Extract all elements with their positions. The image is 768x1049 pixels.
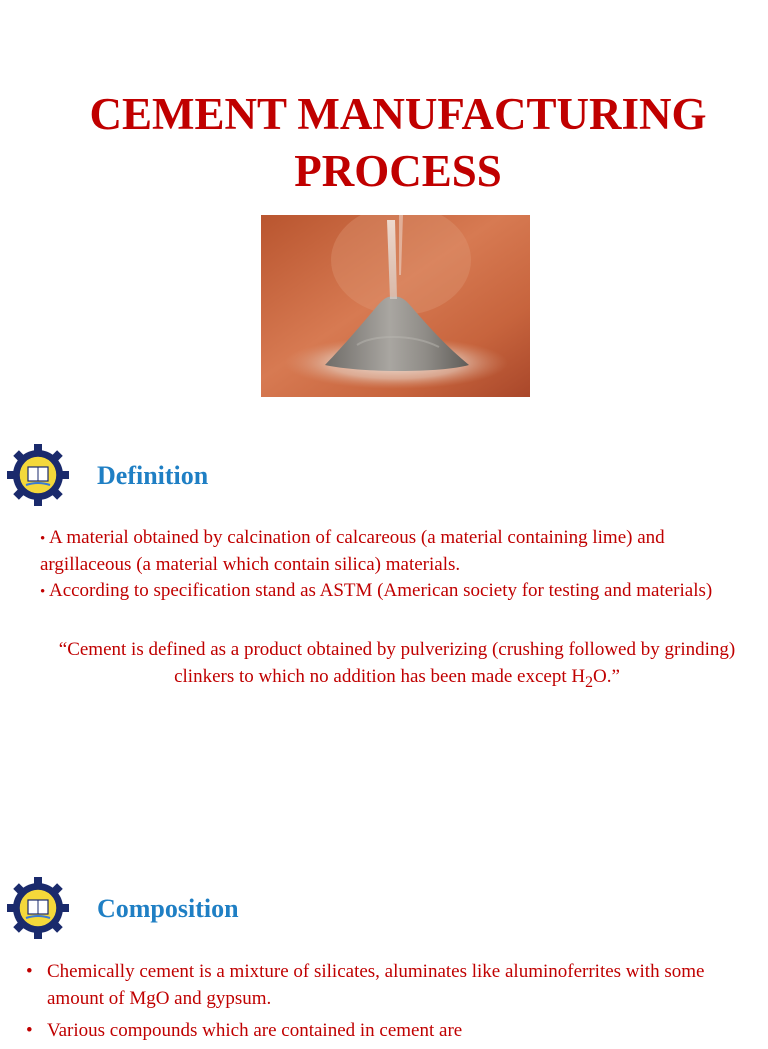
bullet-dot: • (40, 531, 46, 547)
composition-item-text: Chemically cement is a mixture of silicates, aluminates like aluminoferrites with some amount of MgO and gypsum. (47, 961, 705, 1009)
list-item (20, 1017, 760, 1044)
university-gear-logo (6, 443, 70, 507)
cement-pile-image (261, 215, 530, 397)
title-line-1: CEMENT MANUFACTURING (89, 89, 707, 139)
page-title (0, 86, 768, 200)
quote-end-text: O.” (593, 666, 620, 687)
list-item (20, 958, 760, 1012)
university-gear-logo (6, 876, 70, 940)
definition-bullet-2 (40, 578, 750, 605)
composition-list (20, 958, 760, 1049)
bullet-dot: • (26, 1020, 33, 1041)
quote-subscript: 2 (585, 673, 594, 691)
definition-bullet-1-text: A material obtained by calcination of calcareous (a material containing lime) and argillaceous (a material which contain silica) materials. (40, 527, 665, 575)
title-line-2: PROCESS (294, 146, 502, 196)
quote-main-text: “Cement is defined as a product obtained by pulverizing (crushing followed by grinding) clinkers to which no addition has been made except H (58, 639, 736, 687)
bullet-dot: • (26, 961, 33, 982)
definition-quote (44, 636, 750, 696)
definition-bullet-2-text: According to specification stand as ASTM (American society for testing and materials) (48, 580, 713, 601)
bullet-dot: • (40, 584, 46, 600)
composition-heading: Composition (97, 894, 239, 923)
definition-bullet-1 (40, 525, 750, 577)
definition-heading: Definition (97, 461, 209, 490)
composition-item-text: Various compounds which are contained in cement are (47, 1020, 463, 1041)
